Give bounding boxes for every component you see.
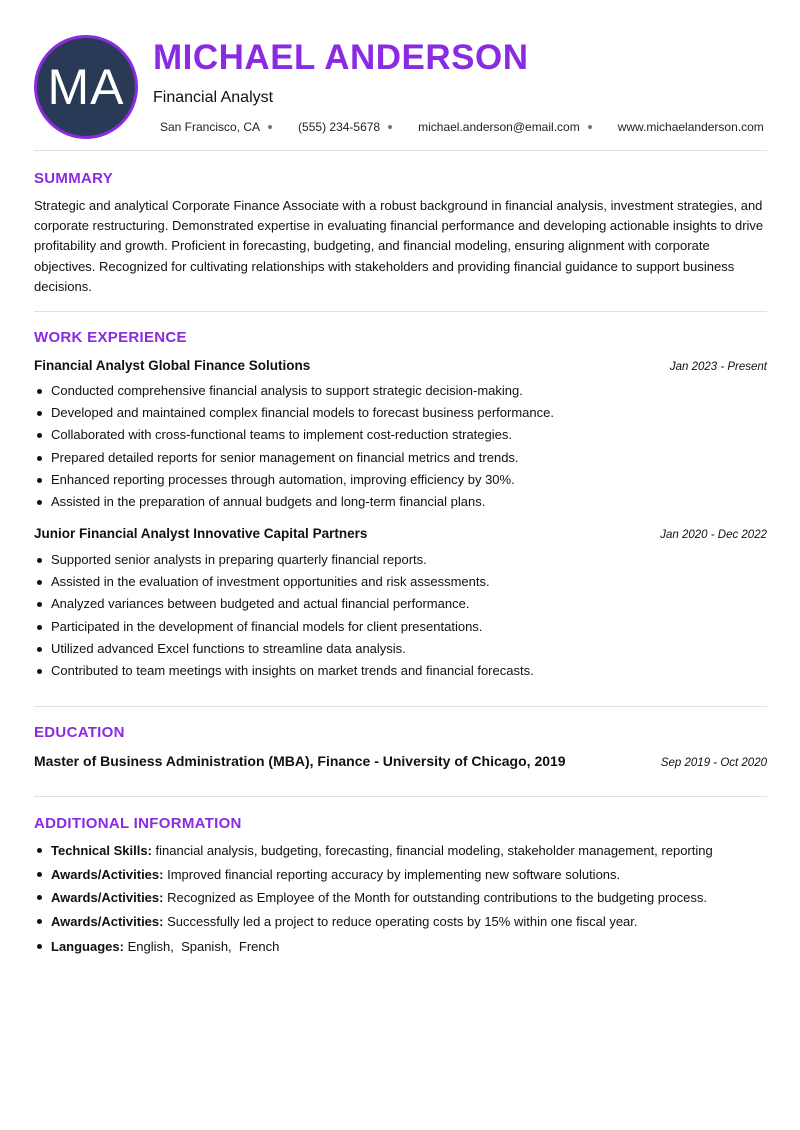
avatar (34, 35, 138, 139)
education-degree: Master of Business Administration (MBA), Finance - University of Chicago, 2019 (34, 753, 566, 769)
job-dates: Jan 2023 - Present (669, 361, 767, 373)
candidate-name: MICHAEL ANDERSON (153, 38, 529, 77)
summary-heading: SUMMARY (34, 170, 114, 187)
list-item: Analyzed variances between budgeted and actual financial performance. (34, 593, 767, 615)
job-bullets (34, 549, 767, 682)
item-text: Recognized as Employee of the Month for outstanding contributions to the budgeting process. (167, 890, 707, 905)
item-text: Successfully led a project to reduce operating costs by 15% within one fiscal year. (167, 913, 638, 929)
list-item: Supported senior analysts in preparing quarterly financial reports. (34, 549, 767, 571)
job-bullets (34, 380, 767, 513)
job-role: Financial Analyst Global Finance Solutions (34, 358, 311, 373)
job-dates: Jan 2020 - Dec 2022 (660, 529, 767, 541)
avatar-initials: MA (47, 59, 125, 115)
item-text: English, Spanish, French (127, 939, 280, 954)
job-header (34, 526, 767, 541)
contact-email[interactable]: michael.anderson@email.com (418, 120, 580, 134)
item-label: Technical Skills: (51, 843, 152, 858)
list-item (34, 910, 767, 934)
list-item: Collaborated with cross-functional teams to implement cost-reduction strategies. (34, 424, 767, 446)
additional-heading: ADDITIONAL INFORMATION (34, 815, 242, 832)
job-header (34, 358, 767, 373)
contact-website[interactable]: www.michaelanderson.com (617, 120, 764, 134)
list-item: Utilized advanced Excel functions to streamline data analysis. (34, 638, 767, 660)
list-item: Assisted in the preparation of annual budgets and long-term financial plans. (34, 491, 767, 513)
item-text: financial analysis, budgeting, forecasting, financial modeling, stakeholder management, reporting (155, 843, 713, 858)
list-item: Participated in the development of financial models for client presentations. (34, 616, 767, 638)
item-label: Awards/Activities: (51, 866, 164, 882)
contact-location: San Francisco, CA (160, 120, 261, 134)
additional-list (34, 839, 767, 959)
job-role: Junior Financial Analyst Innovative Capital Partners (34, 526, 368, 541)
list-item: Contributed to team meetings with insights on market trends and financial forecasts. (34, 660, 767, 682)
list-item (34, 863, 767, 887)
summary-text: Strategic and analytical Corporate Finance Associate with a robust background in financial analysis, investment strategies, and corporate restructuring. Demonstrated expertise in evaluating financial performance and developing actionable insights to drive profitability and growth. Proficient in forecasting, budgeting, and financial modeling, ensuring alignment with corporate objectives. Recognized for cultivating relationships with stakeholders and providing financial guidance to support business decisions. (34, 198, 764, 294)
education-heading: EDUCATION (34, 724, 125, 741)
education-dates: Sep 2019 - Oct 2020 (660, 757, 767, 769)
divider (34, 706, 767, 707)
list-item: Assisted in the evaluation of investment opportunities and risk assessments. (34, 571, 767, 593)
separator-dot-icon (388, 125, 392, 129)
item-text: Improved financial reporting accuracy by implementing new software solutions. (167, 866, 621, 882)
list-item: Developed and maintained complex financial models to forecast business performance. (34, 402, 767, 424)
list-item (34, 839, 767, 863)
separator-dot-icon (588, 125, 592, 129)
divider (34, 150, 767, 151)
list-item (34, 935, 767, 959)
divider (34, 796, 767, 797)
experience-heading: WORK EXPERIENCE (34, 329, 187, 346)
list-item (34, 886, 767, 910)
contact-phone: (555) 234-5678 (298, 120, 381, 134)
education-entry (34, 753, 767, 769)
item-label: Awards/Activities: (51, 913, 164, 929)
list-item: Conducted comprehensive financial analysis to support strategic decision-making. (34, 380, 767, 402)
item-label: Languages: (51, 939, 124, 954)
list-item: Prepared detailed reports for senior management on financial metrics and trends. (34, 447, 767, 469)
contact-bar (160, 120, 764, 134)
separator-dot-icon (268, 125, 272, 129)
list-item: Enhanced reporting processes through automation, improving efficiency by 30%. (34, 469, 767, 491)
divider (34, 311, 767, 312)
job-title: Financial Analyst (153, 89, 274, 106)
item-label: Awards/Activities: (51, 890, 164, 905)
